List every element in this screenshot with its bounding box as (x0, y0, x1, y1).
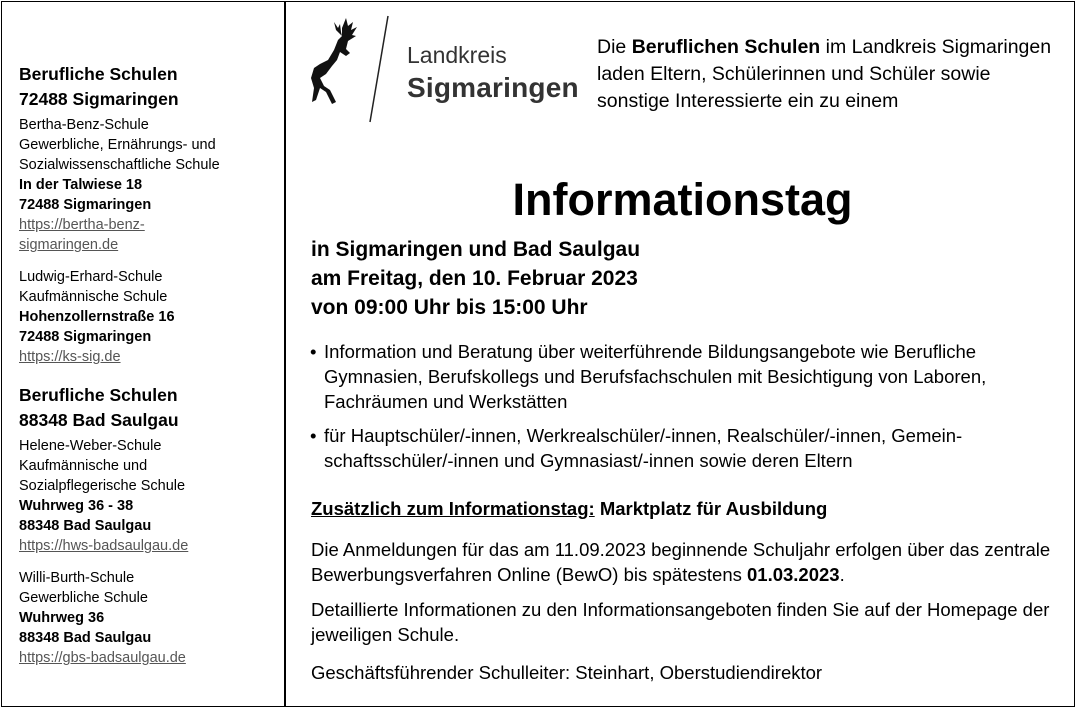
school-city: 72488 Sigmaringen (19, 197, 152, 213)
sidebar-heading-badsaulgau: Berufliche Schulen 88348 Bad Saulgau (19, 385, 179, 430)
school-type: Sozialwissenschaftliche Schule (19, 157, 220, 173)
market-heading: Zusätzlich zum Informationstag: Marktplatz für Ausbildung (311, 498, 828, 519)
school-willi-burth (19, 568, 277, 668)
school-street: Wuhrweg 36 (19, 610, 105, 626)
school-city: 88348 Bad Saulgau (19, 518, 152, 534)
school-city: 88348 Bad Saulgau (19, 630, 152, 646)
school-type: Gewerbliche Schule (19, 590, 148, 606)
logo-word-landkreis: Landkreis (407, 42, 507, 68)
school-type: Gewerbliche, Ernährungs- und (19, 137, 216, 153)
event-date-block (311, 235, 640, 322)
school-name: Bertha-Benz-Schule (19, 117, 149, 133)
page-title: Informationstag (512, 174, 853, 225)
logo-word-sigmaringen: Sigmaringen (407, 72, 579, 103)
event-time: von 09:00 Uhr bis 15:00 Uhr (311, 296, 588, 319)
bullet-icon: • (310, 425, 317, 446)
school-type: Kaufmännische Schule (19, 289, 168, 305)
school-link[interactable]: https://ks-sig.de (19, 349, 121, 365)
school-type: Sozialpflegerische Schule (19, 478, 186, 494)
school-name: Helene-Weber-Schule (19, 438, 162, 454)
school-street: In der Talwiese 18 (19, 177, 143, 193)
school-ludwig-erhard (19, 267, 277, 367)
column-divider (284, 1, 286, 707)
school-bertha-benz (19, 115, 277, 255)
school-helene-weber (19, 436, 277, 556)
sidebar (19, 62, 277, 668)
bullet-list (310, 339, 1060, 482)
school-name: Willi-Burth-Schule (19, 570, 135, 586)
landkreis-logo (306, 12, 586, 132)
bullet-icon: • (310, 341, 317, 362)
list-item: • für Hauptschüler/-innen, Werkrealschüler/-innen, Realschüler/-innen, Gemein-schaftsschüler/-innen und Gymnasiast/-innen sowie deren Eltern (310, 425, 963, 471)
school-city: 72488 Sigmaringen (19, 329, 152, 345)
details-paragraph: Detaillierte Informationen zu den Informationsangeboten finden Sie auf der Homepage der jeweiligen Schule. (311, 599, 1050, 645)
event-date: am Freitag, den 10. Februar 2023 (311, 267, 638, 290)
school-name: Ludwig-Erhard-Schule (19, 269, 163, 285)
school-link[interactable]: https://gbs-badsaulgau.de (19, 650, 186, 666)
intro-text: Die Beruflichen Schulen im Landkreis Sigmaringen laden Eltern, Schülerinnen und Schüler sowie sonstige Interessierte ein zu einem (597, 36, 1052, 112)
sidebar-heading-sigmaringen: Berufliche Schulen 72488 Sigmaringen (19, 64, 179, 109)
logo-slash (364, 14, 394, 124)
deer-icon (306, 16, 368, 116)
registration-paragraph: Die Anmeldungen für das am 11.09.2023 beginnende Schuljahr erfolgen über das zentrale Bewerbungsverfahren Online (BewO) bis spätestens 01.03.2023. (311, 539, 1051, 585)
school-link[interactable]: https://hws-badsaulgau.de (19, 538, 189, 554)
school-type: Kaufmännische und (19, 458, 148, 474)
event-location: in Sigmaringen und Bad Saulgau (311, 238, 641, 261)
school-street: Wuhrweg 36 - 38 (19, 498, 134, 514)
list-item: • Information und Beratung über weiterführende Bildungsangebote wie Berufliche Gymnasien, Berufskollegs und Berufsfachschulen mit Besichtigung von Laboren, Fachräumen und Werkstätten (310, 341, 987, 412)
director-line: Geschäftsführender Schulleiter: Steinhart, Oberstudiendirektor (311, 662, 823, 683)
school-street: Hohenzollernstraße 16 (19, 309, 175, 325)
school-link[interactable]: https://bertha-benz- sigmaringen.de (19, 217, 145, 253)
